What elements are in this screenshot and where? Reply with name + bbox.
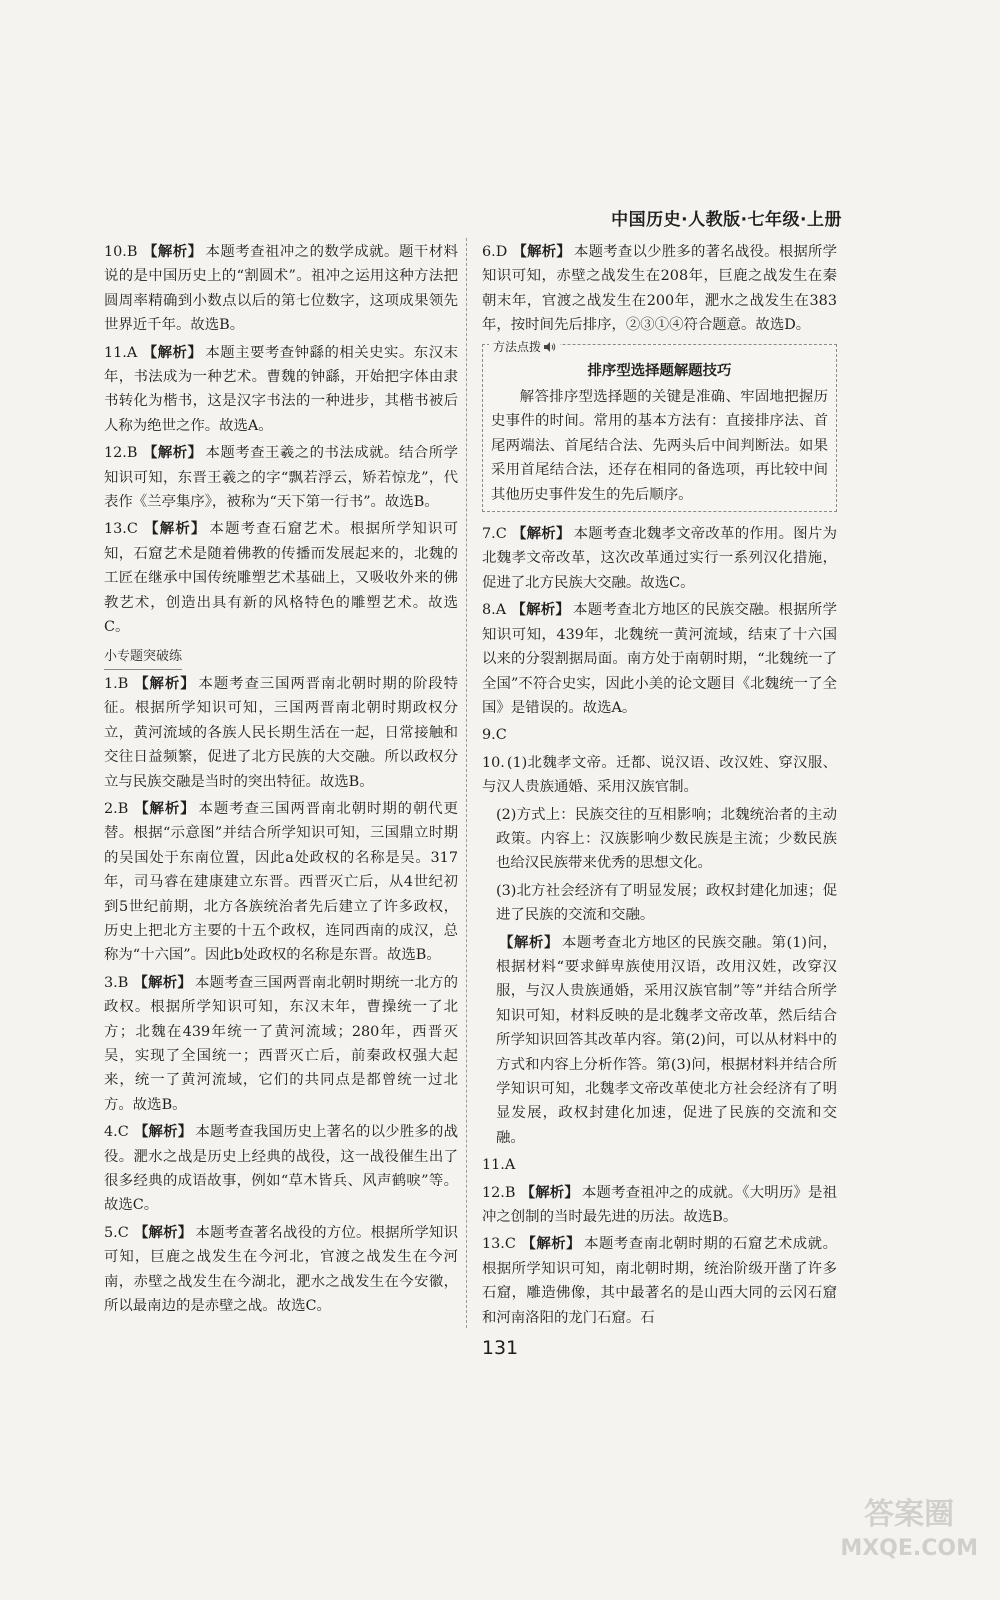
analysis-text: 本题考查我国历史上著名的以少胜多的战役。淝水之战是历史上经典的战役，这一战役催生出了很多经典的成语故事，例如“草木皆兵、风声鹤唳”等。故选C。 bbox=[104, 1124, 458, 1214]
column-divider bbox=[466, 238, 467, 1328]
answer-number: 1.B bbox=[104, 675, 129, 692]
analysis-text: 本题考查北方地区的民族交融。根据所学知识可知，439年，北魏统一黄河流域，结束了十六国以来的分裂割据局面。南方处于南朝时期，“北魏统一了全国”不符合史实，因此小美的论文题目《北魏统一了全国》是错误的。故选A。 bbox=[482, 602, 837, 716]
speaker-icon bbox=[544, 342, 556, 352]
analysis-text: 本题主要考查钟繇的相关史实。东汉末年，书法成为一种艺术。曹魏的钟繇，开始把字体由隶书转化为楷书，这是汉字书法的一种进步，其楷书被后人称为绝世之作。故选A。 bbox=[104, 344, 458, 434]
answer-item-10 bbox=[482, 751, 837, 800]
analysis-text: 本题考查王羲之的书法成就。结合所学知识可知，东晋王羲之的字“飘若浮云，矫若惊龙”，代表作《兰亭集序》，被称为“天下第一行书”。故选B。 bbox=[104, 445, 458, 511]
answer-10-part-3: (3)北方社会经济有了明显发展；政权封建化加速；促进了民族的交流和交融。 bbox=[496, 882, 837, 924]
analysis-text: 本题考查三国两晋南北朝时期的朝代更替。根据“示意图”并结合所学知识可知，三国鼎立时期的吴国处于东南位置，因此a处政权的名称是吴。317年，司马睿在建康建立东晋。西晋灭亡后，从4世纪初到5世纪前期，北方各族统治者先后建立了许多政权，历史上把北方主要的十五个政权，连同西南的成汉，总称为“十六国”。因此b处政权的名称是东晋。故选B。 bbox=[104, 800, 458, 964]
answer-10-part-1: (1)北魏孝文帝。迁都、说汉语、改汉姓、穿汉服、与汉人贵族通婚、采用汉族官制。 bbox=[482, 754, 837, 796]
analysis-text: 本题考查北魏孝文帝改革的作用。图片为北魏孝文帝改革，这次改革通过实行一系列汉化措施，促进了北方民族大交融。故选C。 bbox=[482, 526, 837, 591]
right-column bbox=[482, 240, 837, 1333]
answer-item bbox=[482, 598, 837, 720]
analysis-tag: 【解析】 bbox=[511, 602, 571, 619]
answer-item bbox=[104, 672, 458, 794]
answer-item bbox=[104, 971, 458, 1117]
answer-item bbox=[104, 341, 458, 439]
analysis-text: 本题考查著名战役的方位。根据所学知识可知，巨鹿之战发生在今河北，官渡之战发生在今河南，赤壁之战发生在今湖北，淝水之战发生在今安徽，所以最南边的是赤壁之战。故选C。 bbox=[104, 1224, 458, 1315]
answer-number: 13.C bbox=[482, 1236, 516, 1253]
answer-item bbox=[104, 797, 458, 968]
analysis-tag: 【解析】 bbox=[133, 1224, 193, 1241]
answer-item bbox=[482, 240, 837, 338]
answer-number: 10.B bbox=[104, 244, 138, 260]
analysis-text: 本题考查南北朝时期的石窟艺术成就。根据所学知识可知，南北朝时期，统治阶级开凿了许多石窟，雕造佛像，其中最著名的是山西大同的云冈石窟和河南洛阳的龙门石窟。石 bbox=[482, 1236, 837, 1326]
answer-item bbox=[104, 1221, 458, 1319]
answer-item bbox=[482, 1181, 837, 1230]
analysis-text: 本题考查祖冲之的数学成就。题干材料说的是中国历史上的“割圆术”。祖冲之运用这种方法把圆周率精确到小数点以后的第七位数字，这项成果领先世界近千年。故选B。 bbox=[104, 244, 458, 334]
analysis-text: 本题考查石窟艺术。根据所学知识可知，石窟艺术是随着佛教的传播而发展起来的，北魏的工匠在继承中国传统雕塑艺术基础上，又吸收外来的佛教艺术，创造出具有新的风格特色的雕塑艺术。故选C。 bbox=[104, 521, 458, 636]
analysis-tag: 【解析】 bbox=[133, 1124, 193, 1141]
answer-number: 7.C bbox=[482, 526, 507, 543]
answer-item bbox=[482, 522, 837, 595]
answer-number: 6.D bbox=[482, 244, 508, 260]
analysis-text: 本题考查三国两晋南北朝时期的阶段特征。根据所学知识可知，三国两晋南北朝时期政权分立，黄河流域的各族人民长期生活在一起，日常接触和交往日益频繁，促进了北方民族的大交融。所以政权分立与民族交融是当时的突出特征。故选B。 bbox=[104, 675, 458, 790]
answer-number: 5.C bbox=[104, 1224, 129, 1241]
method-tip-body: 解答排序型选择题的关键是准确、牢固地把握历史事件的时间。常用的基本方法有：直接排序法、首尾两端法、首尾结合法、先两头后中间判断法。如果采用首尾结合法，还存在相同的备选项，再比较中间其他历史事件发生的先后顺序。 bbox=[491, 389, 828, 503]
left-column bbox=[104, 240, 458, 1321]
analysis-tag: 【解析】 bbox=[499, 934, 559, 951]
answer-number: 11.A bbox=[482, 1157, 516, 1174]
answer-number: 2.B bbox=[104, 800, 129, 817]
section-label: 小专题突破练 bbox=[104, 645, 182, 670]
analysis-tag: 【解析】 bbox=[142, 244, 203, 260]
answer-number: 12.B bbox=[104, 445, 138, 462]
analysis-tag: 【解析】 bbox=[142, 344, 203, 361]
method-tip-badge bbox=[489, 335, 560, 359]
answer-number: 3.B bbox=[104, 974, 129, 991]
watermark-line-2: MXQE.COM bbox=[840, 1536, 978, 1561]
answer-item-11 bbox=[482, 1153, 837, 1177]
answer-item bbox=[104, 1120, 458, 1218]
answer-10-part-2: (2)方式上：民族交往的互相影响；北魏统治者的主动政策。内容上：汉族影响少数民族是主流；少数民族也给汉民族带来优秀的思想文化。 bbox=[496, 806, 837, 872]
analysis-tag: 【解析】 bbox=[133, 800, 196, 817]
method-tip-box bbox=[482, 339, 837, 512]
analysis-tag: 【解析】 bbox=[520, 1184, 579, 1201]
page-number: 131 bbox=[481, 1337, 519, 1359]
left-answer-list bbox=[104, 240, 458, 640]
method-tip-badge-label: 方法点拨 bbox=[493, 339, 542, 354]
answer-number: 12.B bbox=[482, 1184, 516, 1201]
analysis-text: 本题考查北方地区的民族交融。第(1)问，根据材料“要求鲜卑族使用汉语，改用汉姓，改穿汉服，与汉人贵族通婚，采用汉族官制”等”并结合所学知识可知，材料反映的是北魏孝文帝改革，然后结合所学知识回答其改革内容。第(2)问，可以从材料中的方式和内容上分析作答。第(3)问，根据材料并结合所学知识可知，北魏孝文帝改革使北方社会经济有了明显发展，政权封建化加速，促进了民族的交流和交融。 bbox=[496, 934, 837, 1146]
analysis-tag: 【解析】 bbox=[512, 244, 572, 260]
analysis-text: 本题考查以少胜多的著名战役。根据所学知识可知，赤壁之战发生在208年，巨鹿之战发生在秦朝末年，官渡之战发生在200年，淝水之战发生在383年，按时间先后排序，②③①④符合题意。故选D。 bbox=[482, 244, 837, 334]
answer-item bbox=[482, 1232, 837, 1330]
page-header-title: 中国历史·人教版·七年级·上册 bbox=[611, 210, 842, 230]
answer-10-analysis bbox=[482, 931, 837, 1151]
analysis-tag: 【解析】 bbox=[142, 521, 207, 538]
answer-number: 11.A bbox=[104, 344, 138, 361]
left-answer-list-2 bbox=[104, 672, 458, 1319]
answer-number: 9.C bbox=[482, 727, 507, 744]
analysis-tag: 【解析】 bbox=[133, 675, 196, 692]
analysis-text: 本题考查三国两晋南北朝时期统一北方的政权。根据所学知识可知，东汉末年，曹操统一了北方；北魏在439年统一了黄河流域；280年，西晋灭吴，实现了全国统一；西晋灭亡后，前秦政权强大起来，统一了黄河流域，它们的共同点是都曾统一过北方。故选B。 bbox=[104, 974, 458, 1113]
watermark-logo bbox=[840, 1498, 978, 1566]
answer-item bbox=[104, 517, 458, 639]
answer-number: 13.C bbox=[104, 521, 138, 538]
right-answer-list-2 bbox=[482, 522, 837, 720]
analysis-text: 本题考查祖冲之的成就。《大明历》是祖冲之创制的当时最先进的历法。故选B。 bbox=[482, 1184, 837, 1226]
analysis-tag: 【解析】 bbox=[142, 445, 203, 462]
right-answer-list-3 bbox=[482, 1181, 837, 1330]
watermark-line-1: 答案圈 bbox=[864, 1497, 955, 1532]
answer-number: 4.C bbox=[104, 1124, 129, 1141]
analysis-tag: 【解析】 bbox=[133, 974, 193, 991]
answer-item bbox=[104, 441, 458, 514]
analysis-tag: 【解析】 bbox=[520, 1236, 582, 1253]
answer-item-9 bbox=[482, 723, 837, 747]
answer-item bbox=[104, 240, 458, 338]
answer-number: 8.A bbox=[482, 602, 507, 619]
method-tip-title: 排序型选择题解题技巧 bbox=[587, 362, 732, 379]
right-answer-list bbox=[482, 240, 837, 338]
analysis-tag: 【解析】 bbox=[511, 526, 571, 543]
answer-number: 10. bbox=[482, 754, 505, 771]
